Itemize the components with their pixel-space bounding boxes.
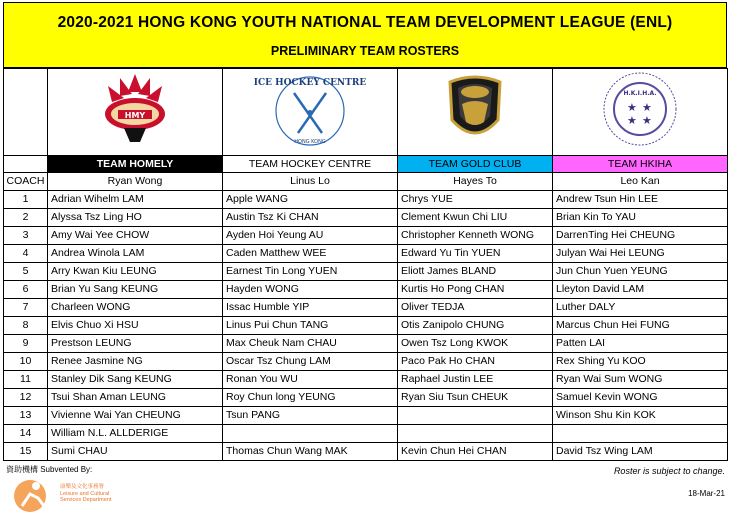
player-cell: Ayden Hoi Yeung AU [223, 227, 398, 245]
player-cell: Prestson LEUNG [48, 335, 223, 353]
logo-cell-hkiha [553, 69, 728, 156]
table-row [4, 389, 728, 407]
player-cell: Adrian Wihelm LAM [48, 191, 223, 209]
player-cell: Brian Kin To YAU [553, 209, 728, 227]
gold-club-logo-icon [440, 70, 510, 148]
player-cell: Charleen WONG [48, 299, 223, 317]
player-cell: Sumi CHAU [48, 443, 223, 461]
svg-text:★: ★ [627, 114, 637, 127]
player-cell: Hayden WONG [223, 281, 398, 299]
table-row [4, 281, 728, 299]
player-cell: Elvis Chuo Xi HSU [48, 317, 223, 335]
player-cell: Raphael Justin LEE [398, 371, 553, 389]
table-row [4, 245, 728, 263]
player-cell: Edward Yu Tin YUEN [398, 245, 553, 263]
hockey-centre-logo-icon [253, 69, 367, 149]
player-cell: Thomas Chun Wang MAK [223, 443, 398, 461]
player-cell: Andrew Tsun Hin LEE [553, 191, 728, 209]
coach-label: COACH [4, 173, 48, 191]
player-cell: Owen Tsz Long KWOK [398, 335, 553, 353]
player-cell: Renee Jasmine NG [48, 353, 223, 371]
coach-hockey-centre: Linus Lo [223, 173, 398, 191]
team-hockey-centre-header: TEAM HOCKEY CENTRE [223, 156, 398, 173]
row-number: 13 [4, 407, 48, 425]
table-row [4, 263, 728, 281]
player-cell: DarrenTing Hei CHEUNG [553, 227, 728, 245]
player-cell: Lleyton David LAM [553, 281, 728, 299]
lcsd-logo [10, 476, 120, 518]
svg-text:H.K.I.H.A.: H.K.I.H.A. [623, 90, 657, 97]
player-cell: Marcus Chun Hei FUNG [553, 317, 728, 335]
table-row [4, 209, 728, 227]
row-number: 2 [4, 209, 48, 227]
homely-logo-icon [90, 70, 180, 148]
player-cell: Oliver TEDJA [398, 299, 553, 317]
table-row [4, 353, 728, 371]
row-number: 1 [4, 191, 48, 209]
player-cell: Alyssa Tsz Ling HO [48, 209, 223, 227]
player-cell: Amy Wai Yee CHOW [48, 227, 223, 245]
player-cell [398, 407, 553, 425]
coach-homely: Ryan Wong [48, 173, 223, 191]
team-name-row [4, 156, 728, 173]
player-cell [398, 425, 553, 443]
page-subtitle: PRELIMINARY TEAM ROSTERS [270, 44, 460, 58]
row-number: 4 [4, 245, 48, 263]
coach-hkiha: Leo Kan [553, 173, 728, 191]
player-cell: Ryan Siu Tsun CHEUK [398, 389, 553, 407]
svg-text:HMY: HMY [124, 111, 146, 120]
player-cell: Ryan Wai Sum WONG [553, 371, 728, 389]
player-cell: Chrys YUE [398, 191, 553, 209]
date-stamp: 18-Mar-21 [688, 489, 725, 498]
row-number: 6 [4, 281, 48, 299]
player-cell: Ronan You WU [223, 371, 398, 389]
player-cell: Roy Chun long YEUNG [223, 389, 398, 407]
player-cell: Patten LAI [553, 335, 728, 353]
player-cell: Andrea Winola LAM [48, 245, 223, 263]
player-cell [553, 425, 728, 443]
roster-sheet [3, 2, 727, 461]
logo-row [4, 69, 728, 156]
table-row [4, 371, 728, 389]
player-cell: Kevin Chun Hei CHAN [398, 443, 553, 461]
lcsd-runner-icon [10, 476, 54, 518]
coach-gold-club: Hayes To [398, 173, 553, 191]
logo-cell-empty [4, 69, 48, 156]
logo-cell-gold-club [398, 69, 553, 156]
row-number: 10 [4, 353, 48, 371]
player-cell: Austin Tsz Ki CHAN [223, 209, 398, 227]
player-cell: Paco Pak Ho CHAN [398, 353, 553, 371]
table-row [4, 191, 728, 209]
row-number: 14 [4, 425, 48, 443]
svg-text:HONG KONG: HONG KONG [294, 139, 326, 145]
row-number: 11 [4, 371, 48, 389]
player-cell: Luther DALY [553, 299, 728, 317]
player-cell: Otis Zanipolo CHUNG [398, 317, 553, 335]
player-cell: Eliott James BLAND [398, 263, 553, 281]
table-row [4, 425, 728, 443]
logo-cell-homely [48, 69, 223, 156]
row-number: 15 [4, 443, 48, 461]
row-number: 9 [4, 335, 48, 353]
player-cell: Oscar Tsz Chung LAM [223, 353, 398, 371]
player-cell: Earnest Tin Long YUEN [223, 263, 398, 281]
row-number: 5 [4, 263, 48, 281]
table-row [4, 407, 728, 425]
table-row [4, 335, 728, 353]
player-cell [223, 425, 398, 443]
page-title: 2020-2021 HONG KONG YOUTH NATIONAL TEAM DEVELOPMENT LEAGUE (ENL) [57, 14, 673, 31]
player-cell: Stanley Dik Sang KEUNG [48, 371, 223, 389]
svg-text:★: ★ [627, 101, 637, 114]
player-cell: Christopher Kenneth WONG [398, 227, 553, 245]
svg-text:★: ★ [642, 114, 652, 127]
subvented-label: 資助機構 Subvented By: [6, 465, 93, 474]
player-cell: Tsun PANG [223, 407, 398, 425]
player-cell: David Tsz Wing LAM [553, 443, 728, 461]
lcsd-text: 康樂及文化事務署 Leisure and Cultural Services Department [60, 484, 112, 503]
player-cell: Linus Pui Chun TANG [223, 317, 398, 335]
roster-table [3, 68, 728, 461]
player-cell: Winson Shu Kin KOK [553, 407, 728, 425]
row-number: 3 [4, 227, 48, 245]
row-number: 12 [4, 389, 48, 407]
svg-text:ICE HOCKEY CENTRE: ICE HOCKEY CENTRE [253, 78, 367, 88]
player-cell: Kurtis Ho Pong CHAN [398, 281, 553, 299]
title-banner [3, 2, 727, 68]
team-homely-header: TEAM HOMELY [48, 156, 223, 173]
player-cell: Samuel Kevin WONG [553, 389, 728, 407]
player-cell: Tsui Shan Aman LEUNG [48, 389, 223, 407]
hkiha-logo-icon [600, 69, 680, 149]
player-cell: Apple WANG [223, 191, 398, 209]
player-cell: Arry Kwan Kiu LEUNG [48, 263, 223, 281]
table-row [4, 227, 728, 245]
player-cell: Julyan Wai Hei LEUNG [553, 245, 728, 263]
player-cell: Vivienne Wai Yan CHEUNG [48, 407, 223, 425]
svg-text:★: ★ [642, 101, 652, 114]
row-number: 7 [4, 299, 48, 317]
player-cell: Issac Humble YIP [223, 299, 398, 317]
table-row [4, 443, 728, 461]
team-gold-club-header: TEAM GOLD CLUB [398, 156, 553, 173]
player-rows [4, 191, 728, 461]
player-cell: William N.L. ALLDERIGE [48, 425, 223, 443]
row-number: 8 [4, 317, 48, 335]
player-cell: Brian Yu Sang KEUNG [48, 281, 223, 299]
table-row [4, 299, 728, 317]
roster-note: Roster is subject to change. [613, 466, 725, 476]
player-cell: Rex Shing Yu KOO [553, 353, 728, 371]
player-cell: Caden Matthew WEE [223, 245, 398, 263]
team-header-empty [4, 156, 48, 173]
team-hkiha-header: TEAM HKIHA [553, 156, 728, 173]
player-cell: Max Cheuk Nam CHAU [223, 335, 398, 353]
logo-cell-hockey-centre [223, 69, 398, 156]
player-cell: Jun Chun Yuen YEUNG [553, 263, 728, 281]
table-row [4, 317, 728, 335]
player-cell: Clement Kwun Chi LIU [398, 209, 553, 227]
coach-row [4, 173, 728, 191]
